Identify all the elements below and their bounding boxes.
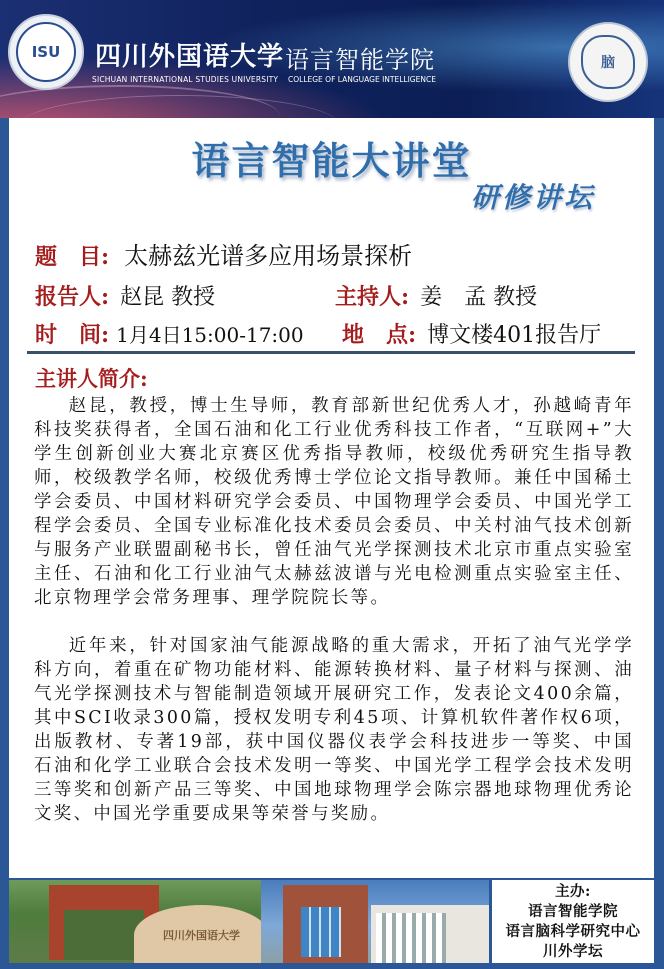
topic-value: 太赫兹光谱多应用场景探析	[124, 242, 413, 270]
university-logo-text: ISU	[16, 22, 76, 82]
header-banner	[0, 0, 664, 118]
topic-row	[35, 236, 412, 271]
place-row	[342, 318, 601, 349]
bio-heading: 主讲人简介:	[35, 366, 148, 391]
stone-inscription: 四川外国语大学	[134, 905, 261, 963]
brain-head-icon: 脑	[581, 35, 635, 89]
college-name: 语言智能学院	[285, 46, 435, 74]
university-name-en: SICHUAN INTERNATIONAL STUDIES UNIVERSITY	[92, 75, 279, 84]
campus-building-photo	[261, 880, 489, 963]
organizer-item: 语言智能学院	[528, 903, 618, 920]
bio-text: 近年来，针对国家油气能源战略的重大需求，开拓了油气光学学科方向，着重在矿物功能材料、能源转换材料、量子材料与探测、油气光学探测技术与智能制造领域开展研究工作，发表论文400余篇，其中SCI收录300篇，授权发明专利45项、计算机软件著作权6项，出版教材、专著19部，获中国仪器仪表学会科技进步一等奖、中国石油和化学工业联合会技术发明一等奖、中国光学工程学会技术发明三等奖和创新产品三等奖、中国地球物理学会陈宗器地球物理优秀论文奖、中国光学重要成果等荣誉与奖励。	[34, 636, 634, 824]
speaker-row	[35, 280, 215, 311]
campus-photos	[9, 880, 489, 963]
host-value: 姜 孟 教授	[420, 285, 538, 310]
bio-text: 赵昆，教授，博士生导师，教育部新世纪优秀人才，孙越崎青年科技奖获得者，全国石油和化工行业优秀科技工作者，“互联网+”大学生创新创业大赛北京赛区优秀指导教师，校级优秀研究生指导教师，校级教学名师，校级优秀博士学位论文指导教师。兼任中国稀土学会委员、中国材料研究学会委员、中国物理学会委员、中国光学工程学会委员、全国专业标准化技术委员会委员、中关村油气技术创新与服务产业联盟副秘书长，曾任油气光学探测技术北京市重点实验室主任、石油和化工行业油气太赫兹波谱与光电检测重点实验室主任、北京物理学会常务理事、理学院院长等。	[34, 396, 634, 608]
bio-paragraph-1	[34, 394, 634, 610]
speaker-label: 报告人:	[35, 284, 110, 310]
university-logo-icon	[8, 14, 84, 90]
campus-gate-photo	[9, 880, 261, 963]
university-name: 四川外国语大学	[95, 42, 285, 72]
topic-label: 题 目:	[35, 244, 110, 270]
host-row	[335, 280, 537, 311]
college-name-en: COLLEGE OF LANGUAGE INTELLIGENCE	[288, 75, 436, 84]
college-logo-icon	[568, 22, 648, 102]
place-label: 地 点:	[342, 322, 417, 348]
section-divider	[27, 351, 635, 354]
building-shape	[283, 885, 368, 963]
organizer-box	[492, 880, 654, 963]
organizer-label: 主办:	[555, 883, 591, 900]
place-value: 博文楼401报告厅	[427, 323, 602, 348]
content-panel	[9, 118, 654, 878]
host-label: 主持人:	[335, 284, 410, 310]
time-label: 时 间:	[35, 322, 110, 348]
organizer-item: 川外学坛	[543, 943, 603, 960]
time-value: 1月4日15:00-17:00	[116, 323, 304, 347]
speaker-value: 赵昆 教授	[120, 285, 216, 310]
page-subtitle: 研修讲坛	[471, 181, 596, 214]
building-shape	[371, 905, 489, 963]
bio-paragraph-2	[34, 634, 634, 826]
time-row	[35, 318, 304, 349]
organizer-item: 语言脑科学研究中心	[505, 923, 641, 940]
page-title: 语言智能大讲堂	[191, 139, 472, 183]
